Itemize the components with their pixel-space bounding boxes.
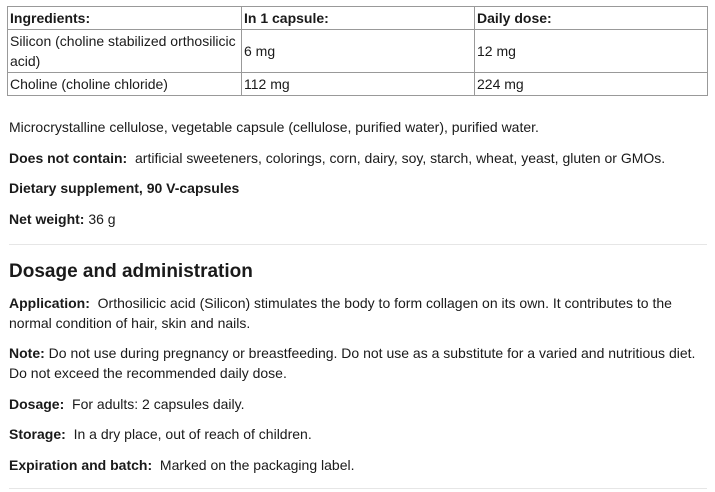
dosage-label: Dosage: <box>9 396 65 412</box>
header-per-capsule: In 1 capsule: <box>242 7 475 30</box>
does-not-contain <box>9 148 709 168</box>
supplement-line <box>9 178 709 198</box>
table-header-row <box>8 7 708 30</box>
dosage-heading: Dosage and administration <box>9 261 253 282</box>
dosage-value: For adults: 2 capsules daily. <box>72 396 245 412</box>
table-cell-ingredient: Choline (choline chloride) <box>8 73 242 96</box>
supplement-line-text: Dietary supplement, 90 V-capsules <box>9 180 240 196</box>
expiration-label: Expiration and batch: <box>9 457 153 473</box>
section-divider <box>9 488 707 489</box>
storage-label: Storage: <box>9 426 66 442</box>
application-value: Orthosilicic acid (Silicon) stimulates the body to form collagen on its own. It contributes to the normal condition of hair, skin and nails. <box>9 295 672 331</box>
table-cell-daily-dose: 12 mg <box>475 30 708 73</box>
table-cell-ingredient: Silicon (choline stabilized orthosilicic acid) <box>8 30 242 73</box>
note-value: Do not use during pregnancy or breastfeeding. Do not use as a substitute for a varied and nutritious diet. Do not exceed the recommended daily dose. <box>9 345 696 381</box>
does-not-contain-label: Does not contain: <box>9 150 128 166</box>
table-row <box>8 73 708 96</box>
storage-value: In a dry place, out of reach of children. <box>73 426 312 442</box>
other-ingredients: Microcrystalline cellulose, vegetable capsule (cellulose, purified water), purified water. <box>9 119 539 135</box>
application <box>9 293 709 333</box>
table-cell-per-capsule: 6 mg <box>242 30 475 73</box>
note <box>9 343 709 383</box>
expiration-batch <box>9 455 709 475</box>
net-weight-label: Net weight: <box>9 211 85 227</box>
net-weight-value: 36 g <box>88 211 116 227</box>
net-weight <box>9 209 709 229</box>
table-cell-per-capsule: 112 mg <box>242 73 475 96</box>
application-label: Application: <box>9 295 90 311</box>
does-not-contain-value: artificial sweeteners, colorings, corn, dairy, soy, starch, wheat, yeast, gluten or GMOs. <box>135 150 666 166</box>
expiration-value: Marked on the packaging label. <box>159 457 355 473</box>
note-label: Note: <box>9 345 45 361</box>
table-cell-daily-dose: 224 mg <box>475 73 708 96</box>
section-divider <box>9 244 707 245</box>
ingredients-table <box>7 6 708 96</box>
dosage <box>9 394 709 414</box>
header-ingredients: Ingredients: <box>8 7 242 30</box>
table-row <box>8 30 708 73</box>
header-daily-dose: Daily dose: <box>475 7 708 30</box>
storage <box>9 424 709 444</box>
